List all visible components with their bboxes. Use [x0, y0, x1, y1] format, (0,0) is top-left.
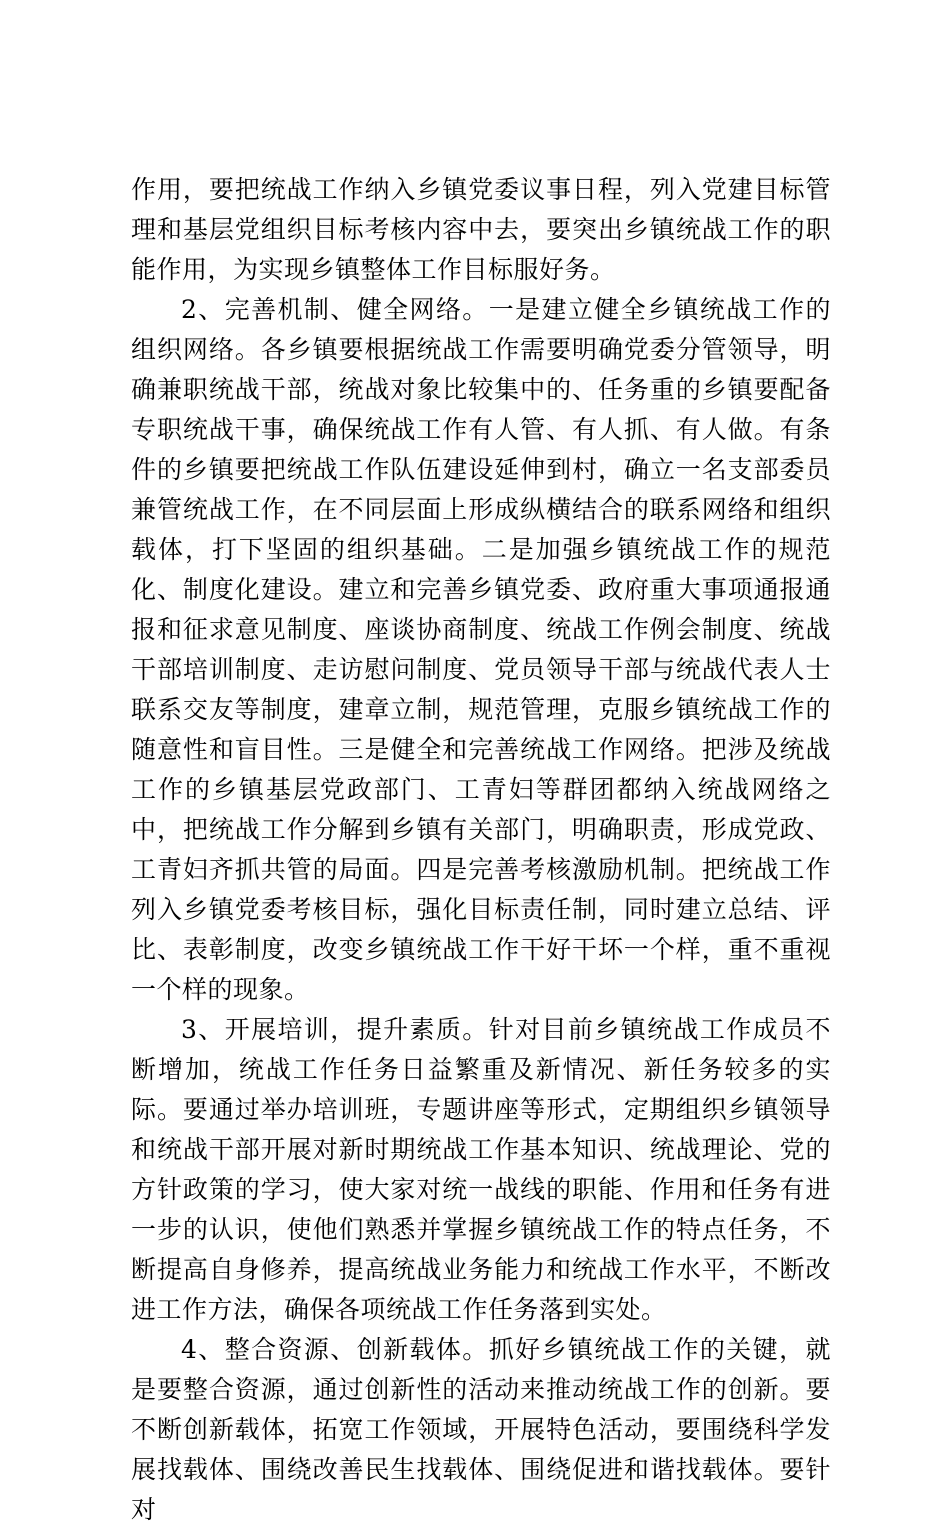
document-body [131, 170, 831, 1530]
paragraph-item-4: 4、整合资源、创新载体。抓好乡镇统战工作的关键，就是要整合资源，通过创新性的活动来推动统战工作的创新。要不断创新载体，拓宽工作领域，开展特色活动，要围绕科学发展找载体、围绕改善民生找载体、围绕促进和谐找载体。要针对 [131, 1335, 831, 1524]
paragraph-continuation: 作用，要把统战工作纳入乡镇党委议事日程，列入党建目标管理和基层党组织目标考核内容中去，要突出乡镇统战工作的职能作用，为实现乡镇整体工作目标服好务。 [131, 175, 831, 284]
paragraph-item-3: 3、开展培训，提升素质。针对目前乡镇统战工作成员不断增加，统战工作任务日益繁重及新情况、新任务较多的实际。要通过举办培训班，专题讲座等形式，定期组织乡镇领导和统战干部开展对新时期统战工作基本知识、统战理论、党的方针政策的学习，使大家对统一战线的职能、作用和任务有进一步的认识，使他们熟悉并掌握乡镇统战工作的特点任务，不断提高自身修养，提高统战业务能力和统战工作水平，不断改进工作方法，确保各项统战工作任务落到实处。 [131, 1015, 831, 1324]
paragraph-item-2: 2、完善机制、健全网络。一是建立健全乡镇统战工作的组织网络。各乡镇要根据统战工作需要明确党委分管领导，明确兼职统战干部，统战对象比较集中的、任务重的乡镇要配备专职统战干事，确保统战工作有人管、有人抓、有人做。有条件的乡镇要把统战工作队伍建设延伸到村，确立一名支部委员兼管统战工作，在不同层面上形成纵横结合的联系网络和组织载体，打下坚固的组织基础。二是加强乡镇统战工作的规范化、制度化建设。建立和完善乡镇党委、政府重大事项通报通报和征求意见制度、座谈协商制度、统战工作例会制度、统战干部培训制度、走访慰问制度、党员领导干部与统战代表人士联系交友等制度，建章立制，规范管理，克服乡镇统战工作的随意性和盲目性。三是健全和完善统战工作网络。把涉及统战工作的乡镇基层党政部门、工青妇等群团都纳入统战网络之中，把统战工作分解到乡镇有关部门，明确职责，形成党政、工青妇齐抓共管的局面。四是完善考核激励机制。把统战工作列入乡镇党委考核目标，强化目标责任制，同时建立总结、评比、表彰制度，改变乡镇统战工作干好干坏一个样，重不重视一个样的现象。 [131, 295, 831, 1004]
